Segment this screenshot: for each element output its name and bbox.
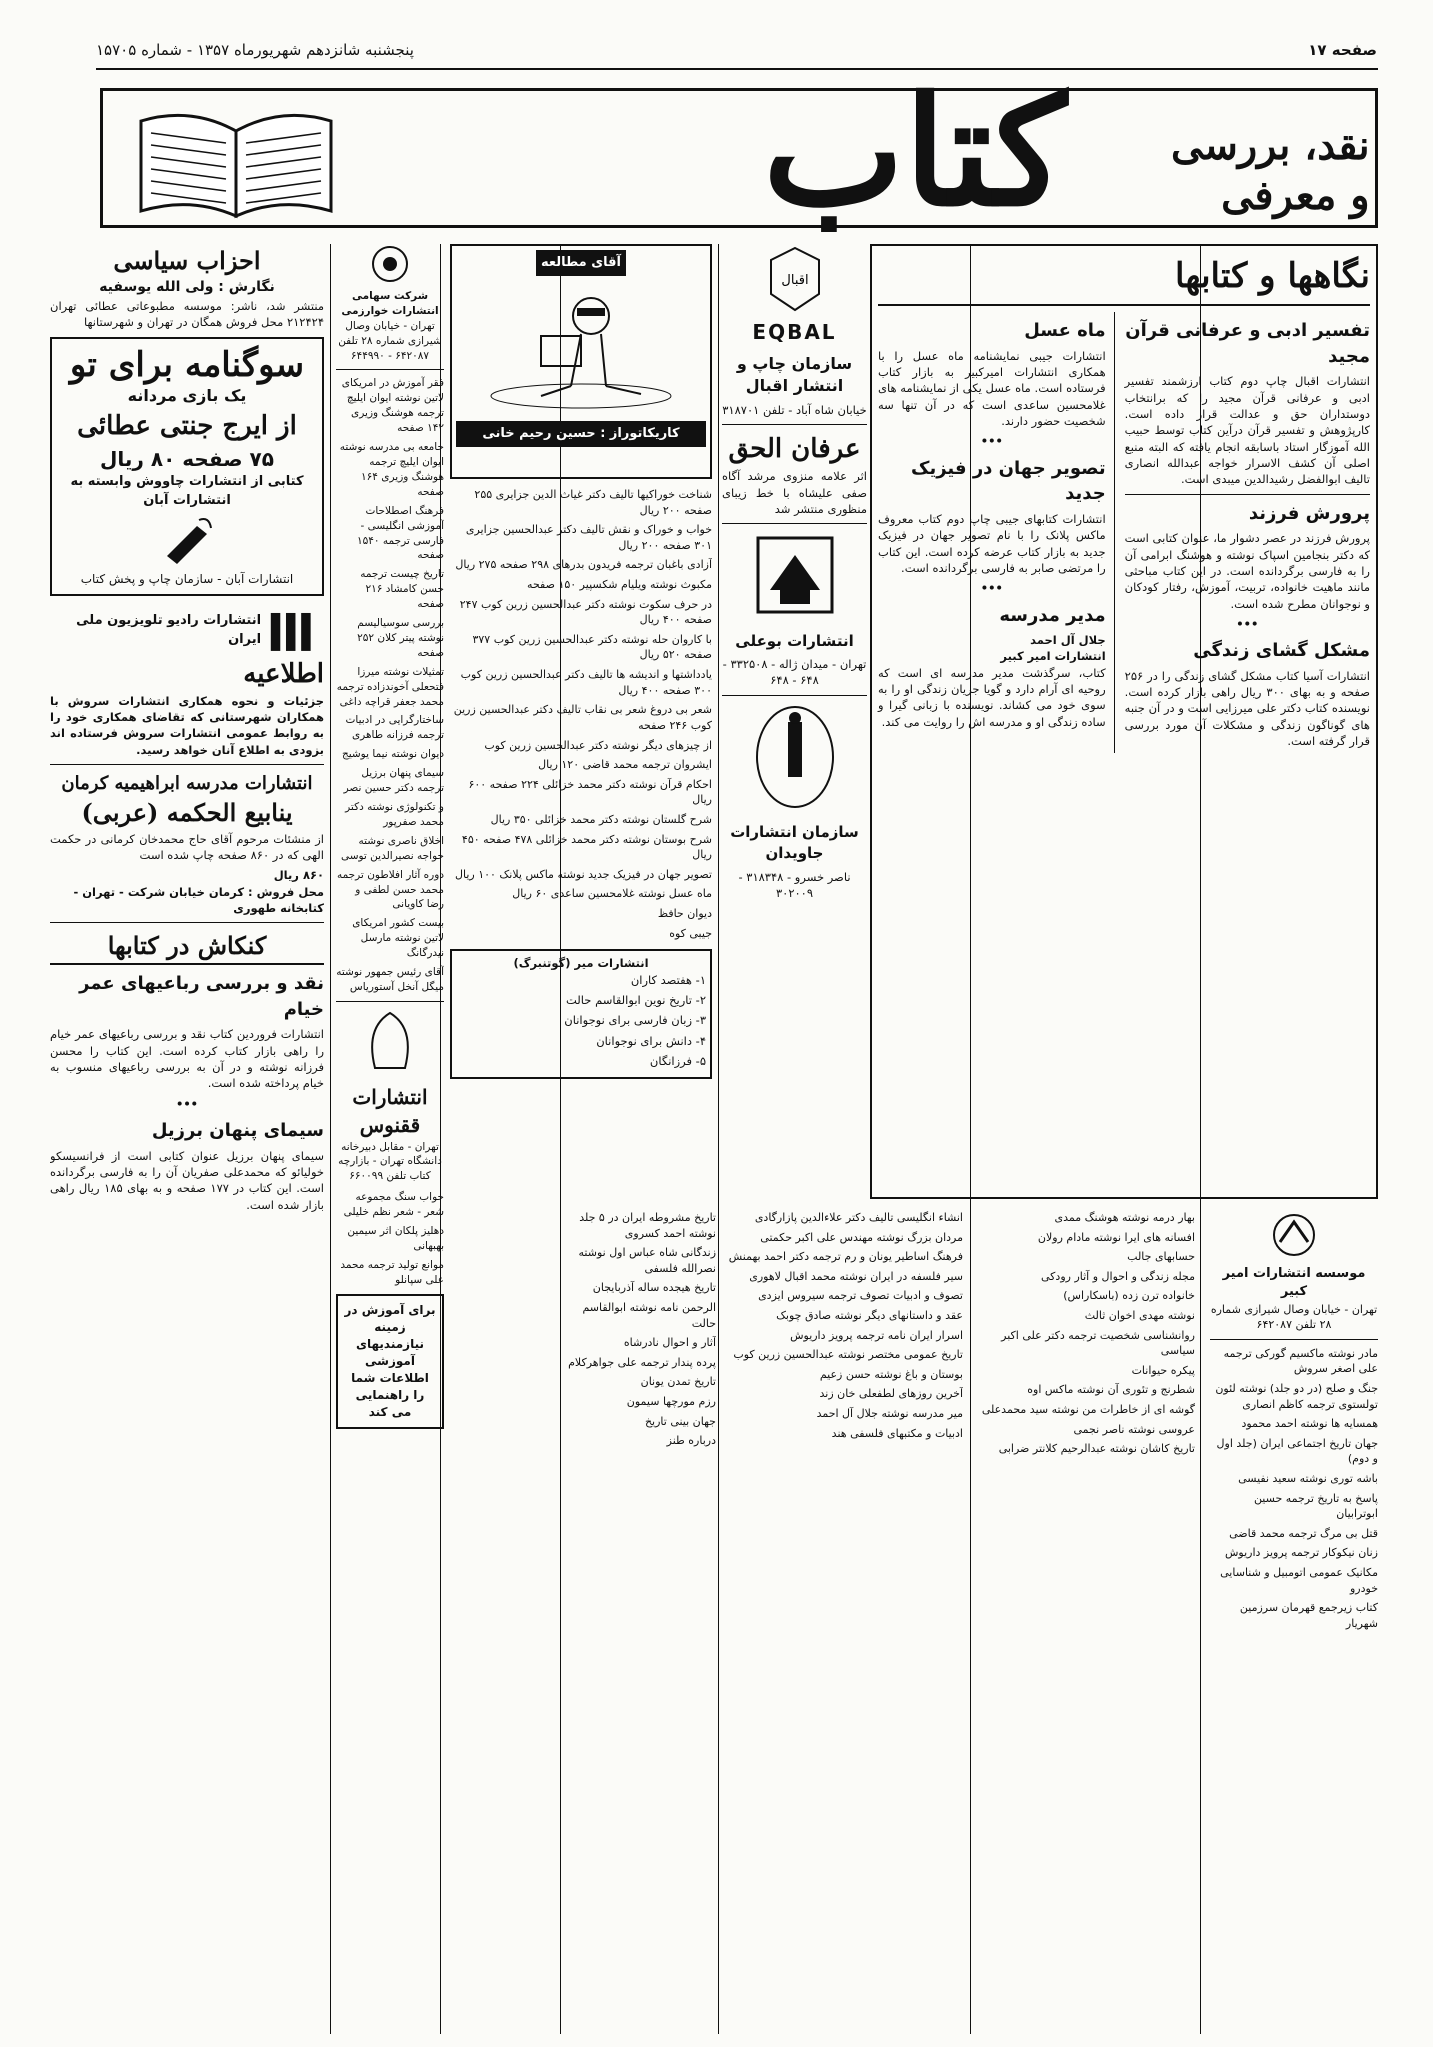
article-body: انتشارات آسیا کتاب مشکل گشای زندگی را در ۲۵۶ صفحه و به بهای ۳۰۰ ریال راهی بازار کرده است. نویسنده کتاب دکتر علی میرزایی است و در آن جنبه های گوناگون زندگی و مشکلات آن مورد بررسی قرار گرفته است.	[1124, 668, 1370, 749]
separator-dots: •••	[980, 434, 1003, 449]
page-label: صفحه ۱۷	[1308, 41, 1377, 59]
list-item: سیمای پنهان برزیل ترجمه دکتر حسین نصر	[343, 767, 444, 795]
publisher-name: شرکت سهامی انتشارات خوارزمی	[341, 289, 439, 317]
list-item: بهار درمه نوشته هوشنگ ممدی	[1054, 1211, 1195, 1224]
list-item: تاریخ تمدن یونان	[640, 1375, 716, 1389]
ad-note: کتابی از انتشارات چاووش وابسته به انتشارات آبان	[70, 474, 304, 508]
list-item: مردان بزرگ نوشته مهندس علی اکبر حکمتی	[760, 1230, 963, 1244]
book-list-column	[566, 1210, 716, 2030]
article-body: انتشارات اقبال چاپ دوم کتاب ارزشمند تفسیر ادبی و عرفانی قرآن مجید را که برانتخاب دوستداران حق و عدالت قرار داده است. کارپژوهش و تفسیر قرآن درآین کتاب توسط حبیب الله آموزگار استاد باسابقه انجام یافته که البته منبع اصلی آن کشف الاسرار خواجه عبدالله انصاری تالیف ابوالفضل رشیدالدین میبدی است.	[1124, 374, 1370, 487]
list-item: باشه توری نوشته سعید نفیسی	[1238, 1472, 1378, 1485]
list-item: خانواده ترن زده (باسکاراس)	[1063, 1289, 1195, 1303]
amirkabir-logo-icon	[1210, 1210, 1378, 1265]
section-title: نگاهها و کتابها	[878, 252, 1370, 306]
article-author: نگارش : ولی الله یوسفیه	[99, 279, 275, 296]
list-item: جیبی کوه	[669, 926, 712, 940]
book-list	[566, 1210, 716, 1449]
box-title: انتشارات میر (گوتنبرگ)	[513, 956, 649, 971]
book-list-column	[980, 1210, 1195, 2030]
section-title: کنکاش در کتابها	[50, 929, 324, 965]
kharazmi-logo-icon	[336, 244, 444, 289]
list-item: از چیزهای دیگر نوشته دکتر عبدالحسین زرین کوب	[484, 738, 712, 752]
list-item: تاریخ هیجده ساله آذربایجان	[592, 1281, 716, 1295]
ebrahimieh-ad	[50, 771, 324, 916]
left-column	[50, 244, 324, 2024]
article-title: نقد و بررسی رباعیهای عمر خیام	[79, 973, 324, 1020]
list-item: تاریخ کاشان نوشته عبدالرحیم کلانتر ضرابی	[998, 1442, 1195, 1456]
ad-head: انتشارات رادیو تلویزیون ملی ایران	[76, 613, 262, 647]
list-item: ۲- تاریخ نوین ابوالقاسم حالت	[566, 992, 706, 1007]
separator-dots: •••	[1236, 616, 1259, 631]
list-item: مجله زندگی و احوال و آثار رودکی	[1041, 1269, 1195, 1283]
publisher-name: انتشارات بوعلی	[735, 631, 854, 650]
cartoon-credit: کاریکاتوراز : حسین رحیم خانی	[456, 421, 706, 447]
article-publisher: انتشارات امیر کبیر	[1000, 649, 1106, 664]
publisher-address: ناصر خسرو - ۳۱۸۳۴۸ - ۳۰۲۰۰۹	[738, 869, 851, 900]
soroush-ad	[50, 606, 324, 758]
ad-body: از منشئات مرحوم آقای حاج محمدخان کرمانی در حکمت الهی که در ۸۶۰ صفحه چاپ شده است	[50, 831, 324, 862]
reviews-col-left	[878, 312, 1115, 753]
divider	[722, 523, 867, 524]
list-item: نوشته مهدی اخوان ثالث	[1084, 1309, 1195, 1323]
divider	[336, 369, 444, 370]
reviews-col-right	[1125, 312, 1370, 753]
ad-publisher: انتشارات آبان - سازمان چاپ و پخش کتاب	[80, 571, 294, 586]
list-item: کتاب زیرجمع قهرمان سرزمین شهریار	[1239, 1601, 1378, 1630]
divider	[1210, 1339, 1378, 1340]
ad-sale: محل فروش : کرمان خیابان شرکت - تهران - کتابخانه طهوری	[73, 884, 324, 915]
list-item: فرهنگ اصطلاحات آموزشی انگلیسی - فارسی ترجمه ۱۵۴۰ صفحه	[357, 504, 444, 562]
date-line: پنجشنبه شانزدهم شهریورماه ۱۳۵۷ - شماره ۱۵۷۰۵	[96, 41, 414, 59]
list-item: دیوان حافظ	[657, 907, 712, 921]
article-title: احزاب سیاسی	[113, 246, 261, 275]
book-list	[450, 487, 712, 941]
article-title: سیمای پنهان برزیل	[151, 1119, 324, 1141]
publisher-address: خیابان شاه آباد - تلفن ۳۱۸۷۰۱	[722, 403, 867, 418]
list-item: درباره طنز	[666, 1434, 716, 1448]
list-item: ۳- زبان فارسی برای نوجوانان	[564, 1013, 706, 1028]
amirkabir-column	[1210, 1210, 1378, 2030]
list-item: خواب سنگ مجموعه شعر - شعر نظم خلیلی	[343, 1191, 444, 1219]
divider	[50, 764, 324, 765]
publishers-column	[722, 244, 867, 1199]
list-item: فرهنگ اساطیر یونان و رم ترجمه دکتر احمد بهمنش	[728, 1250, 963, 1264]
box-list	[456, 972, 706, 1070]
list-item: جهان بینی تاریخ	[644, 1414, 716, 1428]
javidan-logo-icon	[722, 702, 867, 816]
list-item: میر مدرسه نوشته جلال آل احمد	[816, 1407, 963, 1421]
list-item: مکانیک عمومی اتومبیل و شناسایی خودرو	[1220, 1566, 1378, 1595]
list-item: ساختارگرایی در ادبیات ترجمه فرزانه طاهری	[345, 714, 444, 742]
list-item: تاریخ چیست ترجمه حسن کامشاد ۲۱۶ صفحه	[360, 568, 444, 611]
list-item: پاسخ به تاریخ ترجمه حسین ابوترابیان	[1253, 1491, 1378, 1521]
publisher-name: موسسه انتشارات امیر کبیر	[1222, 1265, 1366, 1300]
list-item: شناخت خوراکیها تالیف دکتر غیاث الدین جزایری ۲۵۵ صفحه ۲۰۰ ریال	[474, 488, 712, 517]
book-list	[728, 1210, 963, 1441]
running-head	[96, 36, 1377, 64]
article-body: کتاب، سرگذشت مدیر مدرسه ای است که روحیه ای آرام دارد و گویا جریان زندگی او را به سوی خود می کشاند. نویسنده با زبانی گیرا و ساده زندگی او و مدرسه اش را روایت می کند.	[878, 665, 1106, 729]
publisher-address: تهران - خیابان وصال شیرازی شماره ۲۸ تلفن ۶۴۲۰۸۷ - ۶۴۴۹۹۰	[338, 319, 442, 362]
publisher-address: تهران - مقابل دبیرخانه دانشگاه تهران - بازارچه کتاب تلفن ۶۶۰۰۹۹	[338, 1140, 442, 1183]
torch-icon	[58, 516, 316, 570]
list-item: ۴- دانش برای نوجوانان	[596, 1033, 706, 1048]
ad-title: سوگنامه برای تو	[69, 344, 305, 385]
qoqnoos-logo-icon	[336, 1008, 444, 1083]
list-item: جهان تاریخ اجتماعی ایران (جلد اول و دوم)	[1216, 1436, 1378, 1466]
publisher-address: تهران - میدان ژاله - ۳۳۲۵۰۸ - ۶۴۸ - ۶۴۸	[722, 657, 867, 688]
list-item: تاریخ عمومی مختصر نوشته عبدالحسین زرین کوب	[733, 1348, 963, 1362]
list-item: انشاء انگلیسی تالیف دکتر علاءالدین پازارگادی	[754, 1211, 963, 1224]
list-item: گوشه ای از خاطرات من نوشته سید محمدعلی	[981, 1403, 1195, 1417]
list-item: ۵- فرزانگان	[649, 1053, 706, 1068]
list-item: خواب و خوراک و نقش تالیف دکتر عبدالحسین جزایری ۳۰۱ صفحه ۲۰۰ ریال	[465, 523, 712, 552]
list-item: بررسی سوسیالیسم نوشته پیتر کلان ۲۵۲ صفحه	[357, 617, 444, 659]
article-body: انتشارات جیبی نمایشنامه ماه عسل را با همکاری انتشارات امیرکبیر به بازار کتاب فرستاده است. ماه عسل یکی از نمایشنامه های غلامحسین ساعدی است که در آن تنها سه شخصیت حضور دارند.	[878, 348, 1106, 429]
masthead-title: کتاب	[763, 64, 1067, 240]
list-item: دوره آثار افلاطون ترجمه محمد حسن لطفی و رضا کاویانی	[336, 868, 444, 911]
masthead-subtitle-line-1: نقد، بررسی	[1171, 122, 1370, 169]
list-item: شعر بی دروغ شعر بی نقاب تالیف دکتر عبدالحسین زرین کوب ۲۴۶ صفحه	[453, 703, 712, 732]
divider	[722, 424, 867, 425]
article-title: تصویر جهان در فیزیک جدید	[911, 457, 1106, 505]
list-item: تاریخ مشروطه ایران در ۵ جلد نوشته احمد کسروی	[579, 1211, 716, 1240]
list-item: مکبوث نوشته ویلیام شکسپیر ۱۵۰ صفحه	[527, 578, 712, 592]
separator-dots: •••	[980, 581, 1003, 596]
list-item: اخلاق ناصری نوشته خواجه نصیرالدین توسی	[340, 834, 444, 862]
list-item: زندگانی شاه عباس اول نوشته نصرالله فلسفی	[578, 1246, 716, 1275]
list-item: عروسی نوشته ناصر نجمی	[1073, 1422, 1195, 1436]
article-title: مدیر مدرسه	[999, 604, 1106, 626]
list-item: قتل بی مرگ ترجمه محمد قاضی	[1229, 1526, 1378, 1540]
list-item: دیوان نوشته نیما یوشیج	[341, 748, 444, 761]
article-title: تفسیر ادبی و عرفانی قرآن مجید	[1125, 320, 1370, 367]
book-list	[336, 1190, 444, 1287]
book-list	[980, 1210, 1195, 1457]
education-box: برای آموزش در زمینه نیازمندیهای آموزشی اطلاعات شما را راهنمایی می کند	[336, 1294, 444, 1429]
list-item: همسایه ها نوشته احمد محمود	[1241, 1417, 1378, 1431]
list-item: و تکنولوژی نوشته دکتر محمد صفرپور	[345, 801, 444, 828]
list-item: آثار و احوال نادرشاه	[623, 1336, 716, 1350]
ad-price: ۷۵ صفحه ۸۰ ریال	[100, 447, 274, 472]
divider	[1125, 494, 1370, 495]
list-item: بوستان و باغ نوشته حسن زعیم	[819, 1367, 963, 1381]
kharazmi-column	[336, 244, 444, 2024]
list-item: اسرار ایران نامه ترجمه پرویز داریوش	[790, 1328, 963, 1342]
article-body: پرورش فرزند در عصر دشوار ما، عنوان کتابی است که دکتر بنجامین اسپاک نوشته و هوشنگ ابرامی آن را به فارسی برگردانده است. در این کتاب مباحثی مانند ماهیت خانواده، تربیت، آموزش، رفتار کودکان و نوجوانان مطرح شده است.	[1124, 531, 1370, 611]
publisher-name: انتشارات ققنوس	[352, 1084, 428, 1138]
list-item: بیست کشور امریکای لاتین نوشته مارسل نیدرگانگ	[352, 917, 444, 960]
divider	[722, 695, 867, 696]
article-body: انتشارات فروردین کتاب نقد و بررسی رباعیهای عمر خیام را راهی بازار کتاب کرده است. این کتاب را محسن فرزانه نوشته و در آن به بررسی رباعیهای منسوب به خیام پرداخته شده است.	[50, 1027, 324, 1091]
book-list	[1210, 1346, 1378, 1632]
svg-text:اقبال: اقبال	[780, 273, 809, 288]
list-item: آقای رئیس جمهور نوشته میگل آنخل آستوریاس	[336, 966, 444, 993]
list-item: ۱- هفتصد کاران	[630, 972, 706, 987]
ad-body: جزئیات و نحوه همکاری انتشارات سروش با همکاران شهرستانی که تقاضای همکاری خود را به روابط عمومی انتشارات سروش فرستاده اند بزودی به اطلاع آنان خواهد رسید.	[50, 693, 324, 757]
ad-head: انتشارات مدرسه ابراهیمیه کرمان	[61, 772, 313, 794]
article-author: جلال آل احمد	[1030, 633, 1106, 648]
reviews-box	[870, 244, 1378, 1199]
list-item: شرح گلستان نوشته دکتر محمد خزائلی ۳۵۰ ریال	[490, 812, 712, 826]
ad-title: اطلاعیه	[243, 658, 324, 689]
list-item: یادداشتها و اندیشه ها تالیف دکتر عبدالحسین زرین کوب ۳۰۰ صفحه ۴۰۰ ریال	[460, 668, 712, 697]
list-item: پیکره حیوانات	[1131, 1363, 1195, 1377]
list-item: حسابهای جالب	[1127, 1250, 1195, 1264]
article-body: انتشارات کتابهای جیبی چاپ دوم کتاب معروف ماکس پلانک را با نام تصویر جهان در فیزیک جدید به بازار کتاب عرضه کرده است. این کتاب را مرتضی صابر به فارسی برگردانده است.	[878, 511, 1106, 575]
masthead	[100, 64, 1378, 240]
eqbal-emblem-icon	[765, 244, 825, 314]
column-divider	[330, 244, 331, 2034]
ad-subtitle: یک بازی مردانه	[127, 386, 247, 406]
article-title: مشکل گشای زندگی	[1193, 640, 1370, 662]
article-title: پرورش فرزند	[1248, 502, 1370, 524]
list-item: پرده پندار ترجمه علی جواهرکلام	[568, 1355, 716, 1369]
list-item: جنگ و صلح (در دو جلد) نوشته لئون تولستوی ترجمه کاظم انصاری	[1215, 1381, 1378, 1411]
divider	[336, 1001, 444, 1002]
cartoon-box	[450, 244, 712, 479]
mir-publisher-box	[450, 949, 712, 1079]
book-title: عرفان الحق	[728, 434, 861, 465]
list-item: آزادی باغبان ترجمه فریدون بدرهای ۲۹۸ صفحه ۲۷۵ ریال	[455, 558, 712, 572]
list-item: دهلیز پلکان اثر سیمین بهبهانی	[347, 1225, 444, 1252]
list-item: تصوف و ادبیات تصوف ترجمه سیروس ایزدی	[758, 1289, 963, 1303]
cartoon-image-icon	[456, 276, 706, 420]
list-item: فقر آموزش در امریکای لاتین نوشته ایوان ایلیچ ترجمه هوشنگ وزیری ۱۴۲ صفحه	[341, 377, 444, 435]
list-item: زنان نیکوکار ترجمه پرویز داریوش	[1224, 1546, 1378, 1560]
list-item: در حرف سکوت نوشته دکتر عبدالحسین زرین کوب ۲۴۷ صفحه ۴۰۰ ریال	[459, 597, 712, 627]
list-item: مادر نوشته ماکسیم گورکی ترجمه علی اصغر سروش	[1223, 1346, 1378, 1376]
list-item: ایشروان ترجمه محمد قاضی ۱۲۰ ریال	[538, 758, 712, 772]
list-item: شرح بوستان نوشته دکتر محمد خزائلی ۴۷۸ صفحه ۴۵۰ ریال	[461, 832, 712, 862]
list-item: تمثیلات نوشته میرزا فتحعلی آخوندزاده ترجمه محمد جعفر قراچه داغی	[336, 665, 444, 708]
buali-logo-icon	[722, 530, 867, 624]
separator-dots: •••	[175, 1096, 199, 1111]
article-body: منتشر شد، ناشر: موسسه مطبوعاتی عطائی تهران ۲۱۲۴۲۴ محل فروش همگان در تهران و شهرستانها	[50, 298, 324, 330]
eqbal-logo	[722, 244, 867, 347]
list-item: احکام قرآن نوشته دکتر محمد خزائلی ۲۲۴ صفحه ۶۰۰ ریال	[468, 777, 712, 807]
article-body: سیمای پنهان برزیل عنوان کتابی است از فرانسیسکو خولیائو که محمدعلی صفریان آن را به فارسی برگردانده است. این کتاب در ۱۷۷ صفحه و به بهای ۱۸۵ ریال راهی بازار شده است.	[50, 1148, 324, 1212]
logo-text: EQBAL	[752, 320, 837, 345]
sognameh-ad	[50, 337, 324, 596]
divider	[50, 922, 324, 923]
cartoon-label: آقای مطالعه	[536, 250, 626, 276]
masthead-subtitle-line-2: و معرفی	[1221, 172, 1370, 219]
publisher-address: تهران - خیابان وصال شیرازی شماره ۲۸ تلفن ۶۴۲۰۸۷	[1210, 1302, 1378, 1332]
list-item: ماه عسل نوشته غلامحسین ساعدی ۶۰ ریال	[512, 887, 712, 901]
list-item: ادبیات و مکتبهای فلسفی هند	[831, 1426, 963, 1440]
masthead-subtitle	[1171, 121, 1370, 221]
list-item: روانشناسی شخصیت ترجمه دکتر علی اکبر سیاسی	[1001, 1328, 1195, 1358]
list-item: تصویر جهان در فیزیک جدید نوشته ماکس پلانک ۱۰۰ ریال	[454, 867, 712, 881]
list-item: جامعه بی مدرسه نوشته ایوان ایلیچ ترجمه هوشنگ وزیری ۱۶۴ صفحه	[339, 441, 444, 498]
ad-price: ۸۶۰ ریال	[273, 868, 324, 883]
article-title: ماه عسل	[1024, 320, 1106, 342]
book-description: اثر علامه منزوی مرشد آگاه صفی علیشاه با خط زیبای منظوری منتشر شد	[722, 469, 867, 517]
soroush-logo-icon	[267, 606, 324, 656]
open-book-icon	[131, 101, 341, 225]
list-item: شطرنج و تئوری آن نوشته ماکس اوه	[1027, 1383, 1195, 1397]
list-item: موانع تولید ترجمه محمد علی سپانلو	[340, 1258, 444, 1286]
ad-author: از ایرج جنتی عطائی	[77, 411, 297, 442]
book-list	[336, 376, 444, 994]
list-item: رزم مورچها سیمون	[626, 1395, 716, 1409]
header-rule	[96, 68, 1378, 70]
book-list-column	[728, 1210, 963, 2030]
list-item: عقد و داستانهای دیگر نوشته صادق چوبک	[776, 1309, 963, 1323]
publisher-name: سازمان چاپ و انتشار اقبال	[736, 353, 853, 396]
list-item: افسانه های ایرا نوشته مادام رولان	[1037, 1230, 1195, 1244]
list-item: آخرین روزهای لطفعلی خان زند	[819, 1387, 963, 1401]
list-item: الرحمن نامه نوشته ابوالقاسم حالت	[582, 1301, 716, 1330]
column-divider	[718, 244, 719, 2034]
list-item: با کاروان حله نوشته دکتر عبدالحسین زرین کوب ۳۷۷ صفحه ۵۲۰ ریال	[472, 632, 712, 662]
ad-title: ینابیع الحکمه (عربی)	[81, 798, 293, 828]
publisher-name: سازمان انتشارات جاویدان	[730, 822, 859, 863]
list-item: سیر فلسفه در ایران نوشته محمد اقبال لاهوری	[749, 1269, 963, 1283]
